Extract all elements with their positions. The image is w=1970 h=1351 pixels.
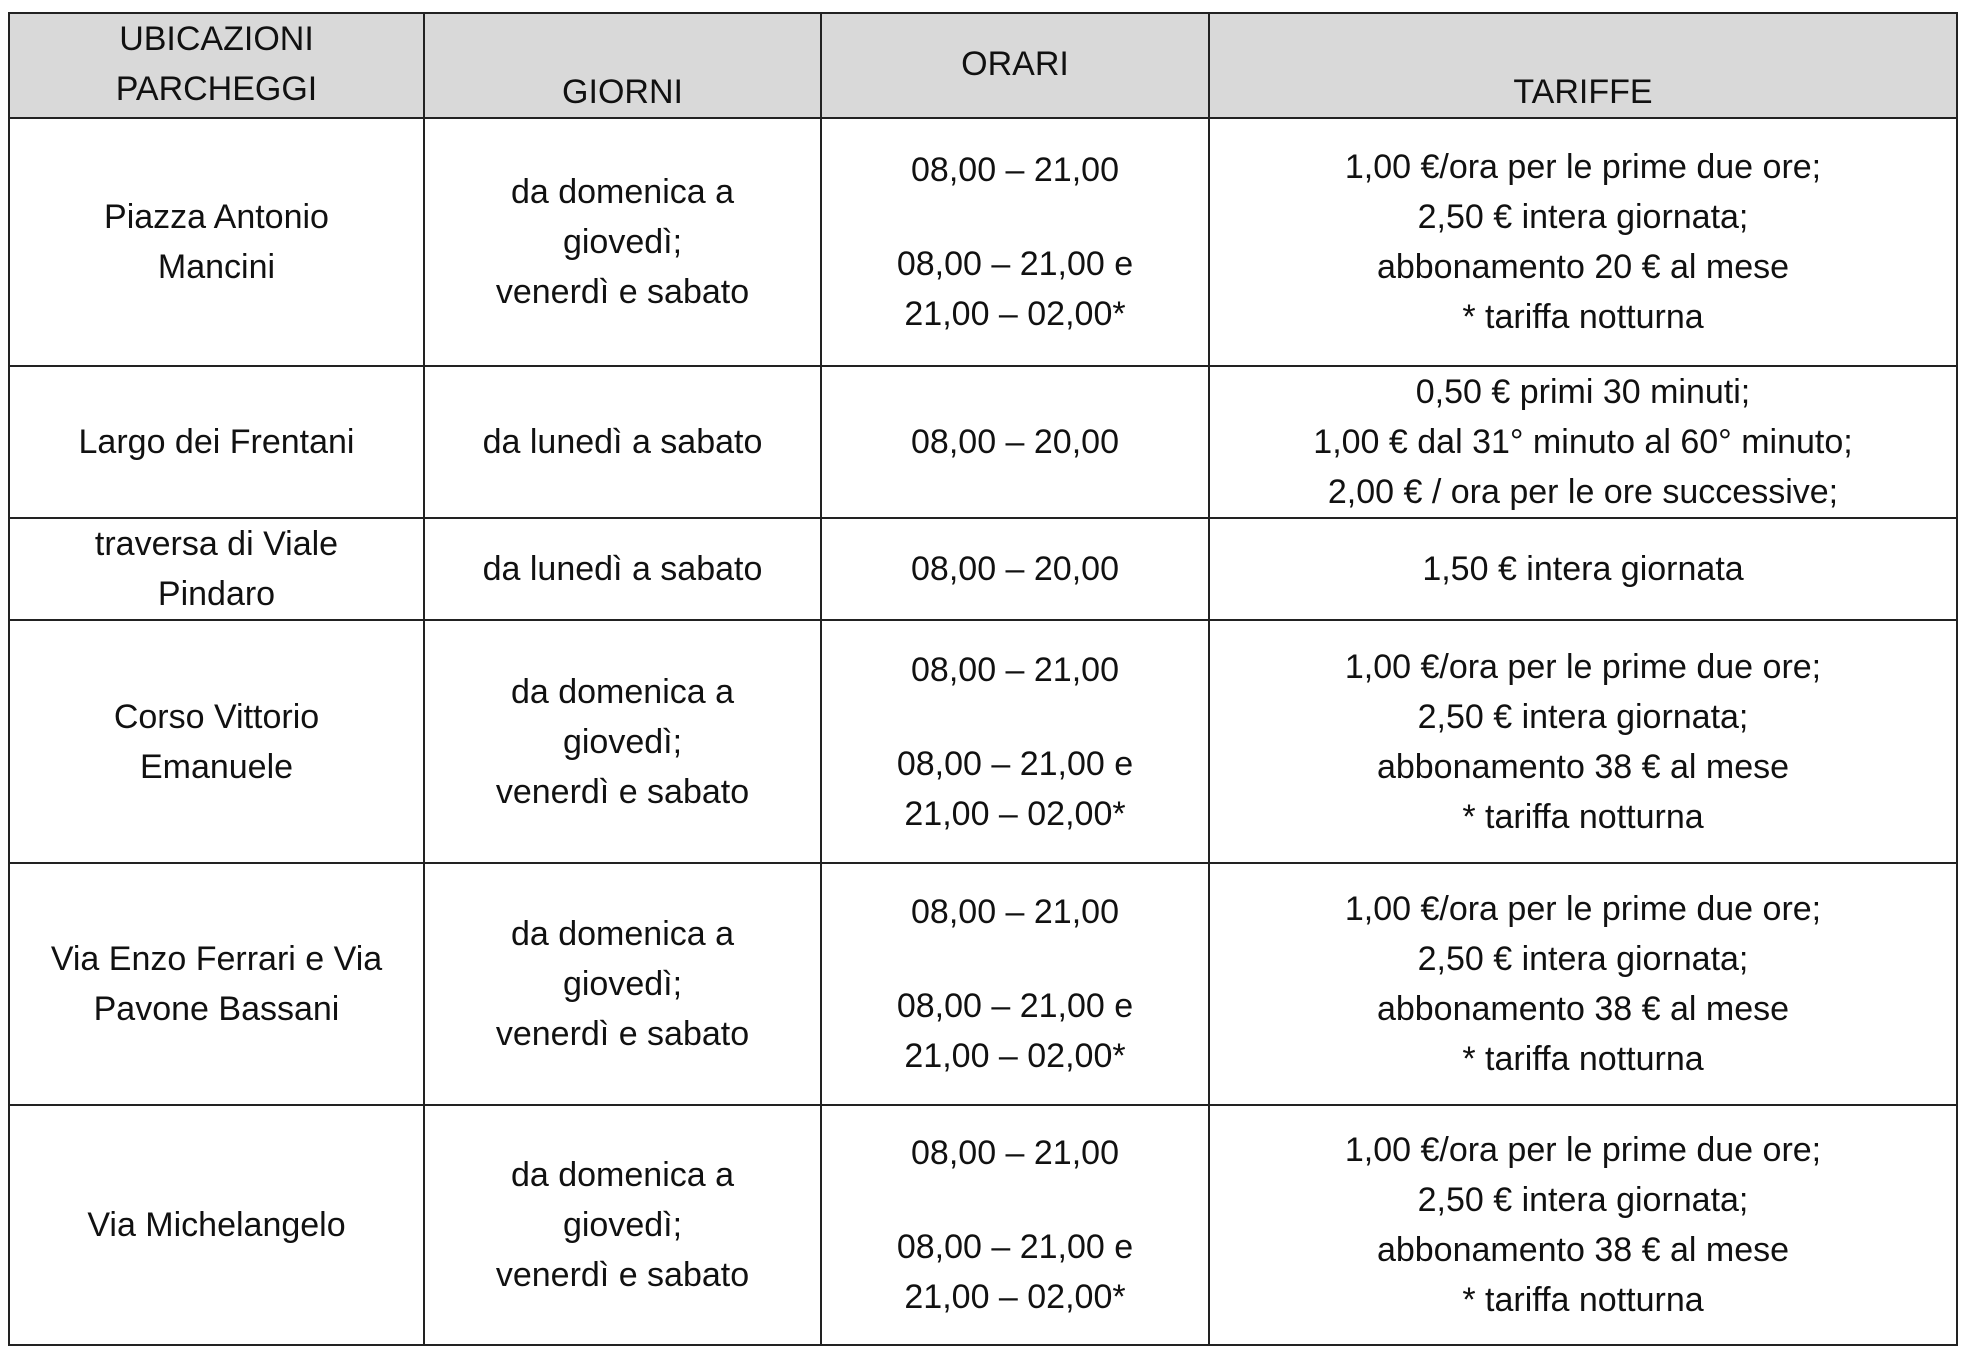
table-row: [9, 518, 1957, 620]
location-text: traversa di Viale: [94, 525, 339, 563]
hours-text: 08,00 – 21,00 e: [896, 245, 1134, 283]
location-cell: [9, 1105, 424, 1345]
days-text: giovedì;: [562, 965, 683, 1003]
days-cell: [424, 1105, 821, 1345]
hours-text: 21,00 – 02,00*: [904, 794, 1126, 833]
days-cell: [424, 518, 821, 620]
days-text: da lunedì a sabato: [482, 550, 763, 588]
hours-text: 08,00 – 21,00 e: [896, 987, 1134, 1025]
rates-text: 2,50 € intera giornata;: [1417, 1181, 1749, 1219]
line-gap: [828, 195, 1202, 239]
rates-text: 2,00 € / ora per le ore successive;: [1327, 473, 1839, 511]
hours-text: 08,00 – 21,00: [911, 151, 1119, 189]
rates-text: 1,00 €/ora per le prime due ore;: [1344, 1131, 1822, 1169]
hours-cell: [821, 518, 1209, 620]
header-location-line: UBICAZIONI: [119, 20, 314, 58]
days-cell: [424, 118, 821, 366]
table-row: [9, 620, 1957, 863]
table-header: [9, 13, 1957, 118]
days-cell: [424, 366, 821, 518]
location-text: Piazza Antonio: [104, 198, 329, 236]
location-text: Pavone Bassani: [93, 990, 340, 1028]
days-text: da domenica a: [510, 915, 735, 953]
rates-text: 1,50 € intera giornata: [1422, 550, 1744, 588]
days-text: venerdì e sabato: [495, 772, 750, 811]
rates-text: 1,00 €/ora per le prime due ore;: [1344, 148, 1822, 186]
rates-text: 2,50 € intera giornata;: [1417, 697, 1749, 736]
hours-text: 08,00 – 21,00: [911, 650, 1119, 689]
rates-text: * tariffa notturna: [1462, 797, 1704, 836]
rates-text: 2,50 € intera giornata;: [1417, 940, 1749, 978]
rates-cell: [1209, 366, 1957, 518]
days-text: da domenica a: [510, 173, 735, 211]
hours-cell: [821, 366, 1209, 518]
rates-text: * tariffa notturna: [1462, 1040, 1704, 1078]
hours-text: 08,00 – 20,00: [911, 550, 1119, 588]
header-row: [9, 13, 1957, 118]
header-hours-label: ORARI: [961, 44, 1069, 83]
hours-cell: [821, 863, 1209, 1105]
location-cell: [9, 518, 424, 620]
rates-text: 0,50 € primi 30 minuti;: [1415, 373, 1751, 411]
header-rates: [1209, 13, 1957, 118]
header-days-label: GIORNI: [562, 73, 683, 111]
location-cell: [9, 118, 424, 366]
days-text: da lunedì a sabato: [482, 423, 763, 461]
hours-cell: [821, 1105, 1209, 1345]
hours-text: 08,00 – 21,00 e: [896, 744, 1134, 783]
location-text: Pindaro: [157, 575, 276, 613]
header-days: [424, 13, 821, 118]
location-cell: [9, 620, 424, 863]
table-row: [9, 366, 1957, 518]
location-text: Via Enzo Ferrari e Via: [50, 940, 383, 978]
location-text: Corso Vittorio: [113, 697, 320, 736]
hours-text: 21,00 – 02,00*: [904, 1278, 1126, 1316]
location-text: Emanuele: [139, 747, 294, 786]
days-text: giovedì;: [562, 223, 683, 261]
hours-text: 21,00 – 02,00*: [904, 295, 1126, 333]
days-text: venerdì e sabato: [495, 273, 750, 311]
hours-text: 21,00 – 02,00*: [904, 1037, 1126, 1075]
days-text: da domenica a: [510, 672, 735, 711]
line-gap: [828, 937, 1202, 981]
rates-text: * tariffa notturna: [1462, 1281, 1704, 1319]
hours-text: 08,00 – 21,00: [911, 1134, 1119, 1172]
hours-text: 08,00 – 20,00: [911, 423, 1119, 461]
location-cell: [9, 366, 424, 518]
rates-cell: [1209, 518, 1957, 620]
table-row: [9, 863, 1957, 1105]
rates-text: 1,00 €/ora per le prime due ore;: [1344, 647, 1822, 686]
rates-text: abbonamento 38 € al mese: [1376, 747, 1790, 786]
hours-text: 08,00 – 21,00: [911, 893, 1119, 931]
rates-text: abbonamento 38 € al mese: [1376, 1231, 1790, 1269]
hours-text: 08,00 – 21,00 e: [896, 1228, 1134, 1266]
line-gap: [828, 1178, 1202, 1222]
rates-text: abbonamento 38 € al mese: [1376, 990, 1790, 1028]
rates-text: 1,00 € dal 31° minuto al 60° minuto;: [1313, 423, 1853, 461]
hours-cell: [821, 118, 1209, 366]
days-text: venerdì e sabato: [495, 1015, 750, 1053]
hours-cell: [821, 620, 1209, 863]
table-row: [9, 1105, 1957, 1345]
days-text: da domenica a: [510, 1156, 735, 1194]
rates-text: 2,50 € intera giornata;: [1417, 198, 1749, 236]
rates-text: 1,00 €/ora per le prime due ore;: [1344, 890, 1822, 928]
header-location-line: PARCHEGGI: [115, 70, 318, 108]
location-text: Largo dei Frentani: [78, 423, 355, 461]
header-location: [9, 13, 424, 118]
days-text: venerdì e sabato: [495, 1256, 750, 1294]
rates-text: * tariffa notturna: [1462, 298, 1704, 336]
location-text: Via Michelangelo: [87, 1206, 346, 1244]
location-cell: [9, 863, 424, 1105]
days-text: giovedì;: [562, 722, 683, 761]
rates-cell: [1209, 118, 1957, 366]
table-row: [9, 118, 1957, 366]
location-text: Mancini: [157, 248, 276, 286]
days-cell: [424, 863, 821, 1105]
rates-cell: [1209, 863, 1957, 1105]
rates-text: abbonamento 20 € al mese: [1376, 248, 1790, 286]
parking-rates-table: [8, 12, 1958, 1346]
header-hours: [821, 13, 1209, 118]
days-cell: [424, 620, 821, 863]
header-rates-label: TARIFFE: [1513, 73, 1653, 111]
line-gap: [828, 695, 1202, 739]
days-text: giovedì;: [562, 1206, 683, 1244]
rates-cell: [1209, 1105, 1957, 1345]
rates-cell: [1209, 620, 1957, 863]
table-body: [9, 118, 1957, 1345]
